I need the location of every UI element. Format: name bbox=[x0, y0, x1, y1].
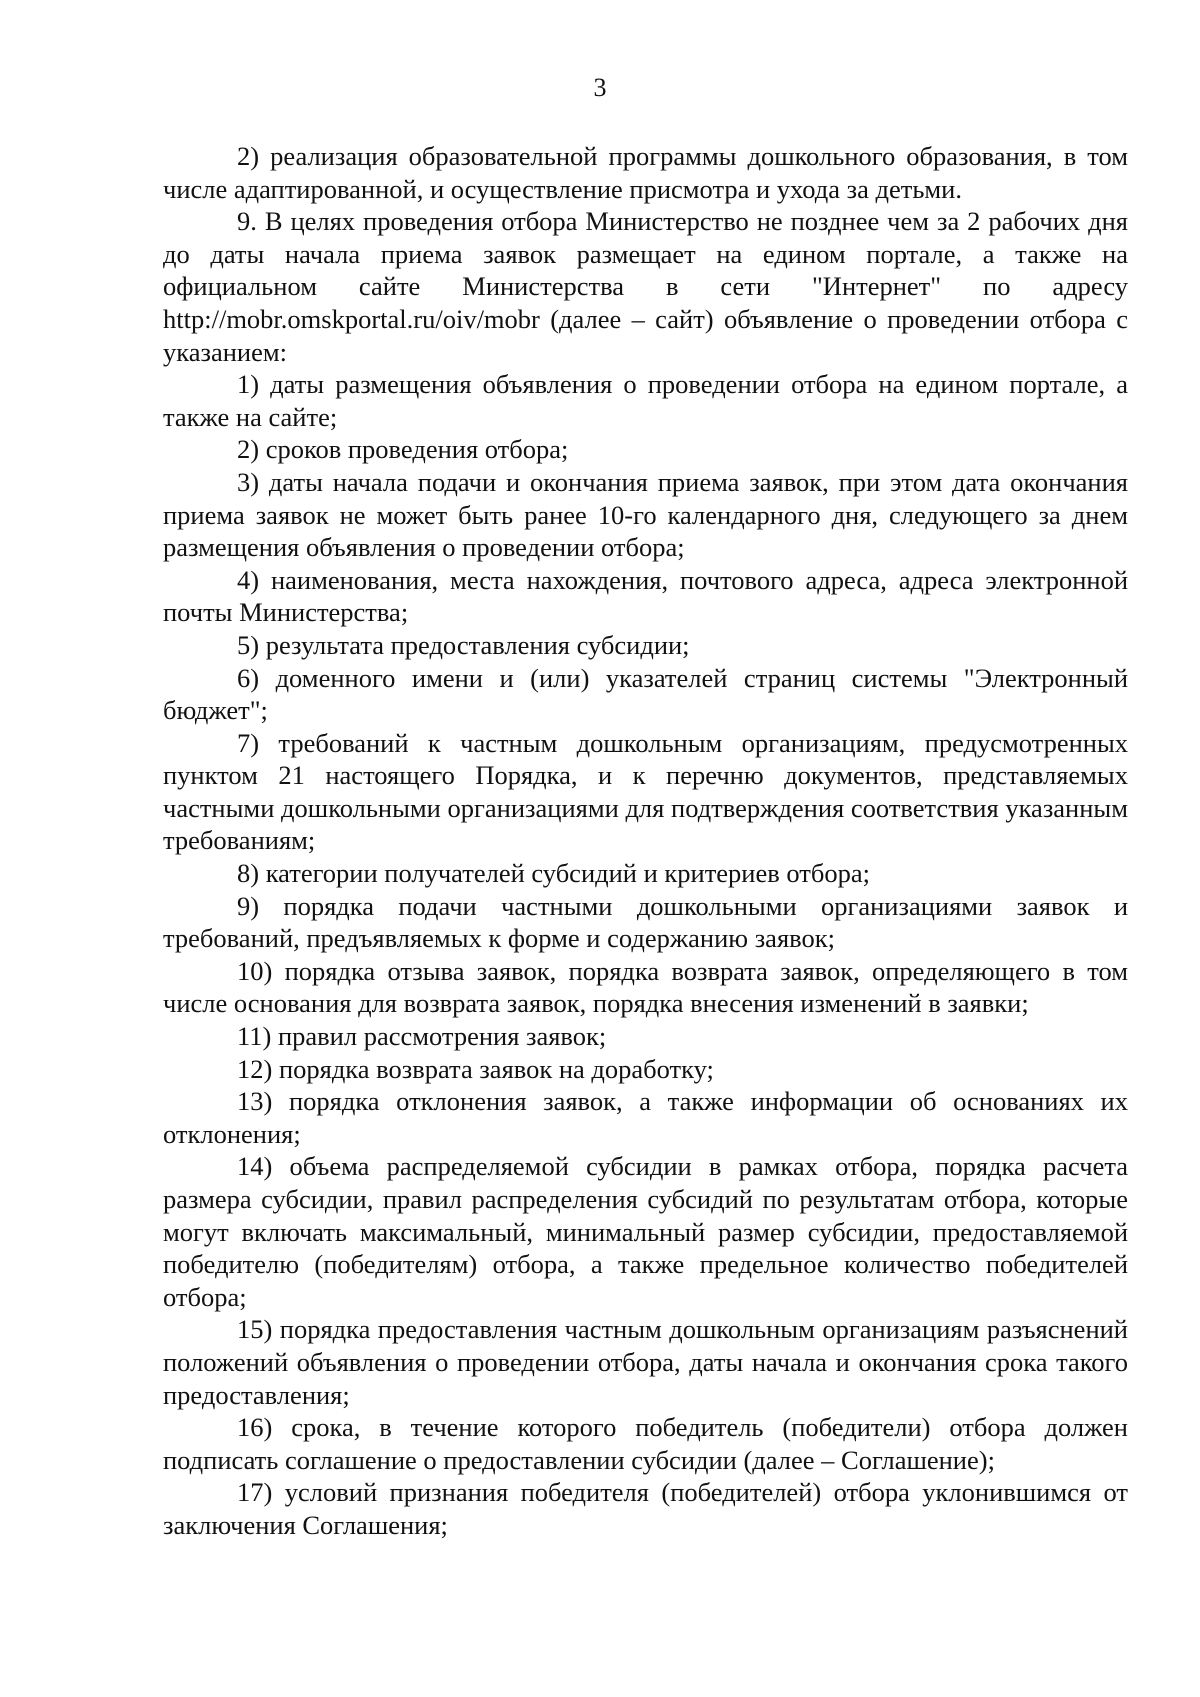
page-number: 3 bbox=[593, 73, 607, 102]
paragraph: 2) реализация образовательной программы дошкольного образования, в том числе адаптированной, и осуществление присмотра и ухода за детьми. bbox=[163, 141, 1128, 204]
list-item: 13) порядка отклонения заявок, а также информации об основаниях их отклонения; bbox=[163, 1086, 1128, 1149]
list-item: 5) результата предоставления субсидии; bbox=[237, 629, 690, 660]
list-item: 15) порядка предоставления частным дошкольным организациям разъяснений положений объявления о проведении отбора, даты начала и окончания срока такого предоставления; bbox=[163, 1314, 1128, 1410]
paragraph: 9. В целях проведения отбора Министерство не позднее чем за 2 рабочих дня до даты начала приема заявок размещает на едином портале, а также на официальном сайте Министерства в сети "Интернет" по адресу http://mobr.omskportal.ru/oiv/mobr (далее – сайт) объявление о проведении отбора с указанием: bbox=[163, 206, 1128, 367]
list-item: 14) объема распределяемой субсидии в рамках отбора, порядка расчета размера субсидии, правил распределения субсидий по результатам отбора, которые могут включать максимальный, минимальный размер субсидии, предоставляемой победителю (победителям) отбора, а также предельное количество победителей отбора; bbox=[163, 1151, 1128, 1312]
list-item: 2) сроков проведения отбора; bbox=[237, 434, 569, 465]
list-item: 12) порядка возврата заявок на доработку; bbox=[237, 1053, 714, 1084]
list-item: 7) требований к частным дошкольным организациям, предусмотренных пунктом 21 настоящего Порядка, и к перечню документов, представляемых частными дошкольными организациями для подтверждения соответствия указанным требованиям; bbox=[163, 727, 1128, 856]
list-item: 9) порядка подачи частными дошкольными организациями заявок и требований, предъявляемых к форме и содержанию заявок; bbox=[163, 890, 1128, 954]
document-body bbox=[163, 140, 1128, 1542]
list-item: 1) даты размещения объявления о проведении отбора на едином портале, а также на сайте; bbox=[163, 369, 1128, 432]
list-item: 16) срока, в течение которого победитель (победители) отбора должен подписать соглашение о предоставлении субсидии (далее – Соглашение); bbox=[163, 1412, 1128, 1475]
list-item: 3) даты начала подачи и окончания приема заявок, при этом дата окончания приема заявок не может быть ранее 10-го календарного дня, следующего за днем размещения объявления о проведении отбора; bbox=[163, 466, 1128, 563]
list-item: 4) наименования, места нахождения, почтового адреса, адреса электронной почты Министерства; bbox=[163, 564, 1128, 628]
list-item: 17) условий признания победителя (победителей) отбора уклонившимся от заключения Соглашения; bbox=[163, 1477, 1128, 1540]
list-item: 11) правил рассмотрения заявок; bbox=[237, 1021, 607, 1052]
list-item: 8) категории получателей субсидий и критериев отбора; bbox=[237, 858, 870, 889]
list-item: 10) порядка отзыва заявок, порядка возврата заявок, определяющего в том числе основания для возврата заявок, порядка внесения изменений в заявки; bbox=[163, 955, 1128, 1019]
list-item: 6) доменного имени и (или) указателей страниц системы "Электронный бюджет"; bbox=[163, 662, 1128, 726]
